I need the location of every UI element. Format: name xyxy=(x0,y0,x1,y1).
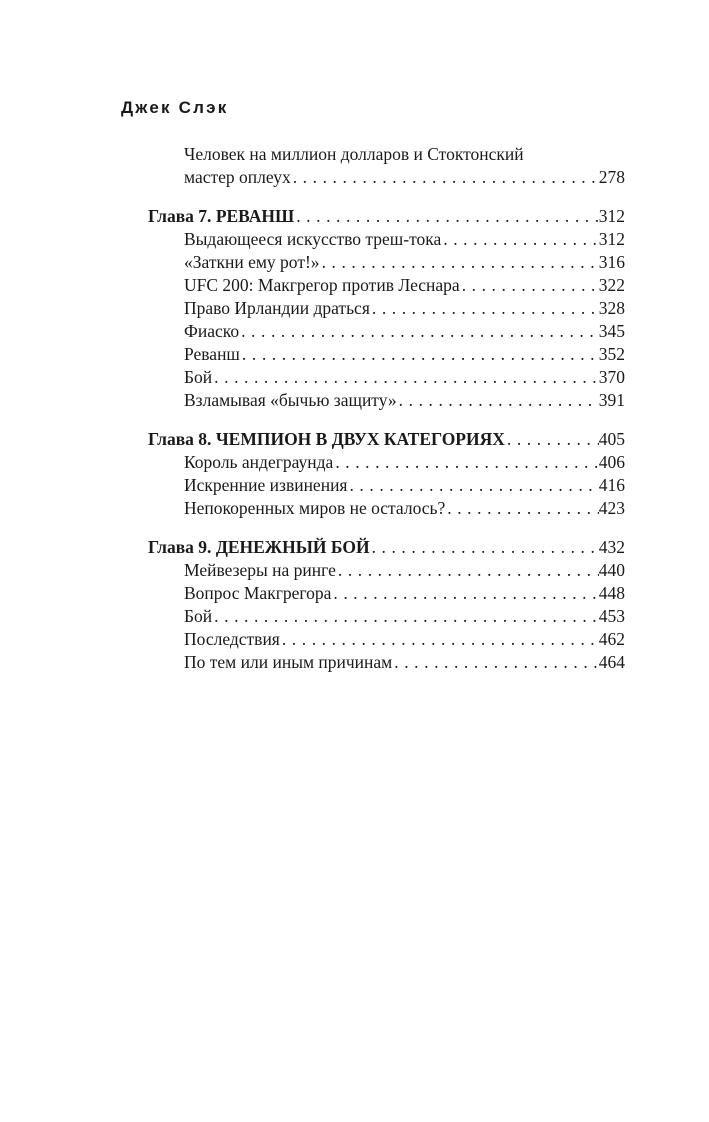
leader-dots xyxy=(347,474,598,497)
toc-entry[interactable] xyxy=(148,274,625,297)
toc-entry-page: 448 xyxy=(598,583,625,603)
leader-dots xyxy=(333,451,598,474)
toc-entry[interactable] xyxy=(148,651,625,674)
toc-entry[interactable] xyxy=(148,474,625,497)
toc-entry-title: Вопрос Макгрегора xyxy=(184,583,332,603)
leader-dots xyxy=(331,582,598,605)
toc-entry-page: 462 xyxy=(598,629,625,649)
toc-entry[interactable] xyxy=(148,228,625,251)
toc-entry-title: Последствия xyxy=(184,629,280,649)
toc-entry-page: 464 xyxy=(598,652,625,672)
toc-entry-page: 391 xyxy=(598,390,625,410)
toc-entry-title: Выдающееся искусство треш-тока xyxy=(184,229,442,249)
toc-entry-intro-line1: Человек на миллион долларов и Стоктонский xyxy=(184,144,524,164)
toc-entry-page: 370 xyxy=(598,367,625,387)
running-head-author: Джек Слэк xyxy=(121,98,229,117)
toc-entry-page: 345 xyxy=(598,321,625,341)
toc-entry-page: 352 xyxy=(598,344,625,364)
toc-entry[interactable] xyxy=(148,582,625,605)
toc-entry-title: По тем или иным причинам xyxy=(184,652,393,672)
chapter-label: Глава 9. xyxy=(148,537,212,557)
toc-entry-page: 406 xyxy=(598,452,625,472)
leader-dots xyxy=(370,297,599,320)
toc-chapter-8[interactable] xyxy=(148,428,625,451)
toc-entry[interactable] xyxy=(148,389,625,412)
toc-entry-title: Бой xyxy=(184,606,213,626)
leader-dots xyxy=(294,205,599,228)
toc-entry-page: 312 xyxy=(598,206,625,226)
chapter-label: Глава 7. xyxy=(148,206,212,226)
leader-dots xyxy=(460,274,599,297)
toc-entry-page: 405 xyxy=(598,429,625,449)
table-of-contents xyxy=(148,143,625,674)
leader-dots xyxy=(212,605,599,628)
leader-dots xyxy=(280,628,599,651)
toc-entry-title: UFC 200: Макгрегор против Леснара xyxy=(184,275,460,295)
toc-entry-page: 328 xyxy=(598,298,625,318)
leader-dots xyxy=(441,228,598,251)
leader-dots xyxy=(239,320,599,343)
toc-entry-intro[interactable] xyxy=(148,166,625,189)
leader-dots xyxy=(212,366,599,389)
toc-entry-title: «Заткни ему рот!» xyxy=(184,252,320,272)
leader-dots xyxy=(320,251,599,274)
toc-chapter-9[interactable] xyxy=(148,536,625,559)
toc-chapter-7[interactable] xyxy=(148,205,625,228)
toc-entry-title: Король андеграунда xyxy=(184,452,334,472)
toc-entry-title: мастер оплеух xyxy=(184,167,291,187)
toc-entry-title: Взламывая «бычью защиту» xyxy=(184,390,397,410)
toc-entry-title: Право Ирландии драться xyxy=(184,298,370,318)
toc-entry[interactable] xyxy=(148,320,625,343)
chapter-label: Глава 8. xyxy=(148,429,212,449)
toc-entry-page: 278 xyxy=(598,167,625,187)
toc-entry-page: 440 xyxy=(598,560,625,580)
toc-entry[interactable] xyxy=(148,559,625,582)
leader-dots xyxy=(505,428,599,451)
toc-entry-title: Искренние извинения xyxy=(184,475,348,495)
toc-entry-title: Фиаско xyxy=(184,321,240,341)
leader-dots xyxy=(370,536,599,559)
toc-entry-page: 322 xyxy=(598,275,625,295)
toc-entry[interactable] xyxy=(148,451,625,474)
toc-entry-page: 432 xyxy=(598,537,625,557)
leader-dots xyxy=(291,166,599,189)
toc-entry-title: Бой xyxy=(184,367,213,387)
leader-dots xyxy=(336,559,599,582)
toc-entry[interactable] xyxy=(148,628,625,651)
leader-dots xyxy=(397,389,599,412)
toc-entry[interactable] xyxy=(148,497,625,520)
toc-entry-title: Непокоренных миров не осталось? xyxy=(184,498,446,518)
toc-entry-page: 316 xyxy=(598,252,625,272)
toc-entry[interactable] xyxy=(148,297,625,320)
toc-entry-page: 453 xyxy=(598,606,625,626)
leader-dots xyxy=(445,497,598,520)
toc-entry-title: Мейвезеры на ринге xyxy=(184,560,336,580)
leader-dots xyxy=(392,651,598,674)
leader-dots xyxy=(240,343,599,366)
toc-entry[interactable] xyxy=(148,366,625,389)
toc-entry[interactable] xyxy=(148,605,625,628)
toc-entry-page: 423 xyxy=(598,498,625,518)
toc-entry[interactable] xyxy=(148,343,625,366)
toc-entry-page: 416 xyxy=(598,475,625,495)
chapter-title: ДЕНЕЖНЫЙ БОЙ xyxy=(215,537,370,557)
chapter-title: РЕВАНШ xyxy=(215,206,295,226)
chapter-title: ЧЕМПИОН В ДВУХ КАТЕГОРИЯХ xyxy=(215,429,505,449)
toc-entry[interactable] xyxy=(148,251,625,274)
toc-entry-title: Реванш xyxy=(184,344,240,364)
toc-entry-page: 312 xyxy=(598,229,625,249)
